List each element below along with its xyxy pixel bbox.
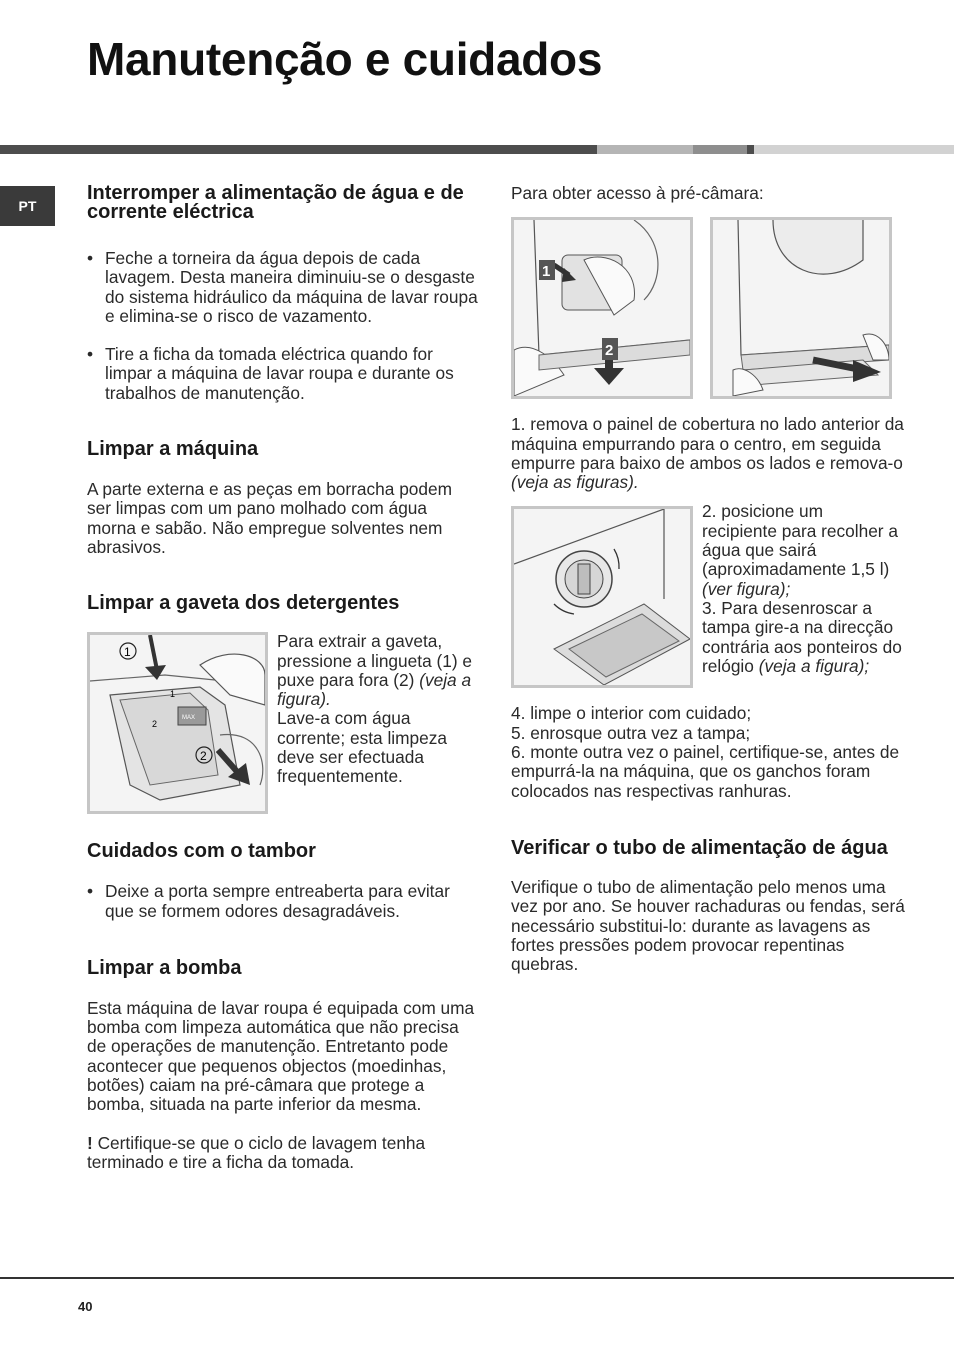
list-item: • Deixe a porta sempre entreaberta para evitar que se formem odores desagradáveis. (87, 882, 479, 921)
figure-callout-2: 2 (605, 342, 614, 360)
cap-block (511, 501, 911, 688)
warning-paragraph: ! Certifique-se que o ciclo de lavagem tenha terminado e tire a ficha da tomada. (87, 1132, 426, 1172)
list-item: 6. monte outra vez o painel, certifique-se, antes de empurrá-la na máquina, que os ganchos foram colocados nas respectivas ranhuras. (511, 742, 900, 801)
paragraph: Lave-a com água corrente; esta limpeza deve ser efectuada frequentemente. (277, 708, 448, 787)
paragraph: 3. Para desenroscar a tampa gire-a na direcção contrária aos ponteiros do relógio (veja a figura); (702, 597, 902, 676)
language-tab: PT (0, 186, 55, 226)
figure-label-1: 1 (170, 689, 176, 700)
pump-cap-illustration (514, 509, 690, 685)
paragraph: Para obter acesso à pré-câmara: (511, 183, 764, 203)
panel-figure-2 (710, 217, 892, 399)
section-heading-drum: Cuidados com o tambor (87, 840, 316, 863)
warning-mark: ! (87, 1132, 93, 1153)
paragraph: 1. remova o painel de cobertura no lado anterior da máquina empurrando para o centro, em seguida empurre para baixo de ambos os lados e remova-o (veja as figuras). (511, 414, 904, 493)
paragraph: Para extrair a gaveta, pressione a lingueta (1) e puxe para fora (2) (veja a figura). (277, 631, 473, 710)
right-column (511, 184, 911, 974)
drawer-block (87, 632, 479, 814)
footer-rule (0, 1277, 954, 1279)
figure-callout-2: 2 (200, 749, 207, 764)
section-heading-clean-machine: Limpar a máquina (87, 438, 259, 461)
list-item: 4. limpe o interior com cuidado; (511, 703, 752, 724)
list-item: • Feche a torneira da água depois de cada lavagem. Desta maneira diminuiu-se o desgaste do sistema hidráulico da máquina de lavar roupa e elimina-se o risco de vazamento. (87, 249, 479, 326)
figure-callout-1: 1 (124, 645, 131, 660)
paragraph: Esta máquina de lavar roupa é equipada com uma bomba com limpeza automática que não precisa de operações de manutenção. Entretanto pode acontecer que pequenos objectos (moedinhas, botões) caiam na pré-câmara que protege a bomba, situada na parte inferior da mesma. (87, 997, 475, 1115)
paragraph: 2. posicione um recipiente para recolher a água que sairá (aproximadamente 1,5 l) (ver figura); (702, 501, 898, 599)
figure-label-max: MAX (182, 715, 196, 722)
list-item: • Tire a ficha da tomada eléctrica quando for limpar a máquina de lavar roupa e durante os trabalhos de manutenção. (87, 345, 479, 403)
panel-removed-illustration (713, 220, 889, 396)
page-title: Manutenção e cuidados (87, 33, 603, 85)
left-column (87, 184, 479, 1172)
list-item: 5. enrosque outra vez a tampa; (511, 722, 751, 743)
paragraph: A parte externa e as peças em borracha podem ser limpas com um pano molhado com água morna e sabão. Não empregue solventes nem abrasivos. (87, 479, 453, 557)
bullet-list (87, 882, 479, 921)
figure-label-2: 2 (152, 719, 158, 730)
pump-cap-figure (511, 506, 693, 688)
page-number: 40 (78, 1299, 93, 1314)
section-heading-detergent-drawer: Limpar a gaveta dos detergentes (87, 592, 400, 615)
drawer-illustration (90, 635, 265, 811)
paragraph: Verifique o tubo de alimentação pelo menos uma vez por ano. Se houver rachaduras ou fendas, será necessário substitui-lo: durante as lavagens as fortes pressões podem provocar repentinas quebras. (511, 876, 905, 975)
panel-figure-1 (511, 217, 693, 399)
drawer-figure (87, 632, 268, 814)
section-heading-pump: Limpar a bomba (87, 956, 242, 979)
drawer-text (277, 632, 477, 786)
remove-panel-illustration (514, 220, 690, 396)
section-heading-water-hose: Verificar o tubo de alimentação de água (511, 836, 888, 859)
section-heading-water-power: Interromper a alimentação de água e de corrente eléctrica (87, 182, 464, 223)
cap-text (702, 502, 902, 676)
bullet-list (87, 249, 479, 403)
panel-figures (511, 217, 911, 399)
figure-callout-1: 1 (542, 263, 551, 281)
